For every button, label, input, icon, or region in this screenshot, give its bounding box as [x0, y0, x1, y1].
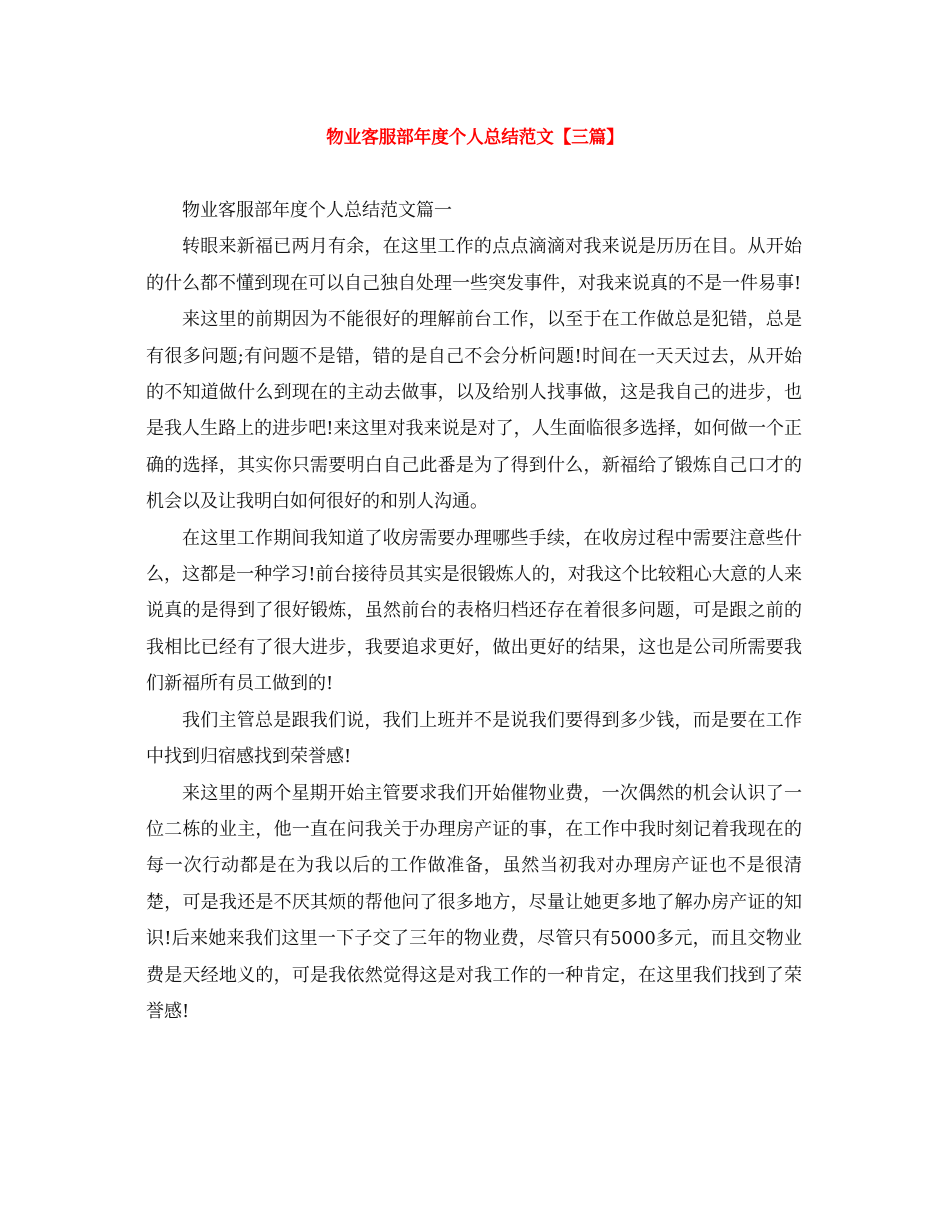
document-body: [146, 193, 802, 1030]
section-heading: 物业客服部年度个人总结范文篇一: [182, 200, 452, 221]
document-title: 物业客服部年度个人总结范文【三篇】: [326, 128, 624, 148]
paragraph-3: 在这里工作期间我知道了收房需要办理哪些手续，在收房过程中需要注意些什么，这都是一种学习!前台接待员其实是很锻炼人的，对我这个比较粗心大意的人来说真的是得到了很好锻炼，虽然前台的表格归档还存在着很多问题，可是跟之前的我相比已经有了很大进步，我要追求更好，做出更好的结果，这也是公司所需要我们新福所有员工做到的!: [146, 527, 802, 695]
paragraph-2: 来这里的前期因为不能很好的理解前台工作，以至于在工作做总是犯错，总是有很多问题;有问题不是错，错的是自己不会分析问题!时间在一天天过去，从开始的不知道做什么到现在的主动去做事，以及给别人找事做，这是我自己的进步，也是我人生路上的进步吧!来这里对我来说是对了，人生面临很多选择，如何做一个正确的选择，其实你只需要明白自己此番是为了得到什么，新福给了锻炼自己口才的机会以及让我明白如何很好的和别人沟通。: [146, 309, 802, 513]
paragraph-1: 转眼来新福已两月有余，在这里工作的点点滴滴对我来说是历历在目。从开始的什么都不懂到现在可以自己独自处理一些突发事件，对我来说真的不是一件易事!: [146, 236, 802, 294]
paragraph-4: 我们主管总是跟我们说，我们上班并不是说我们要得到多少钱，而是要在工作中找到归宿感找到荣誉感!: [146, 709, 802, 768]
paragraph-5: 来这里的两个星期开始主管要求我们开始催物业费，一次偶然的机会认识了一位二栋的业主，他一直在问我关于办理房产证的事，在工作中我时刻记着我现在的每一次行动都是在为我以后的工作做准备，虽然当初我对办理房产证也不是很清楚，可是我还是不厌其烦的帮他问了很多地方，尽量让她更多地了解办房产证的知识!后来她来我们这里一下子交了三年的物业费，尽管只有5000多元，而且交物业费是天经地义的，可是我依然觉得这是对我工作的一种肯定，在这里我们找到了荣誉感!: [146, 782, 802, 1022]
